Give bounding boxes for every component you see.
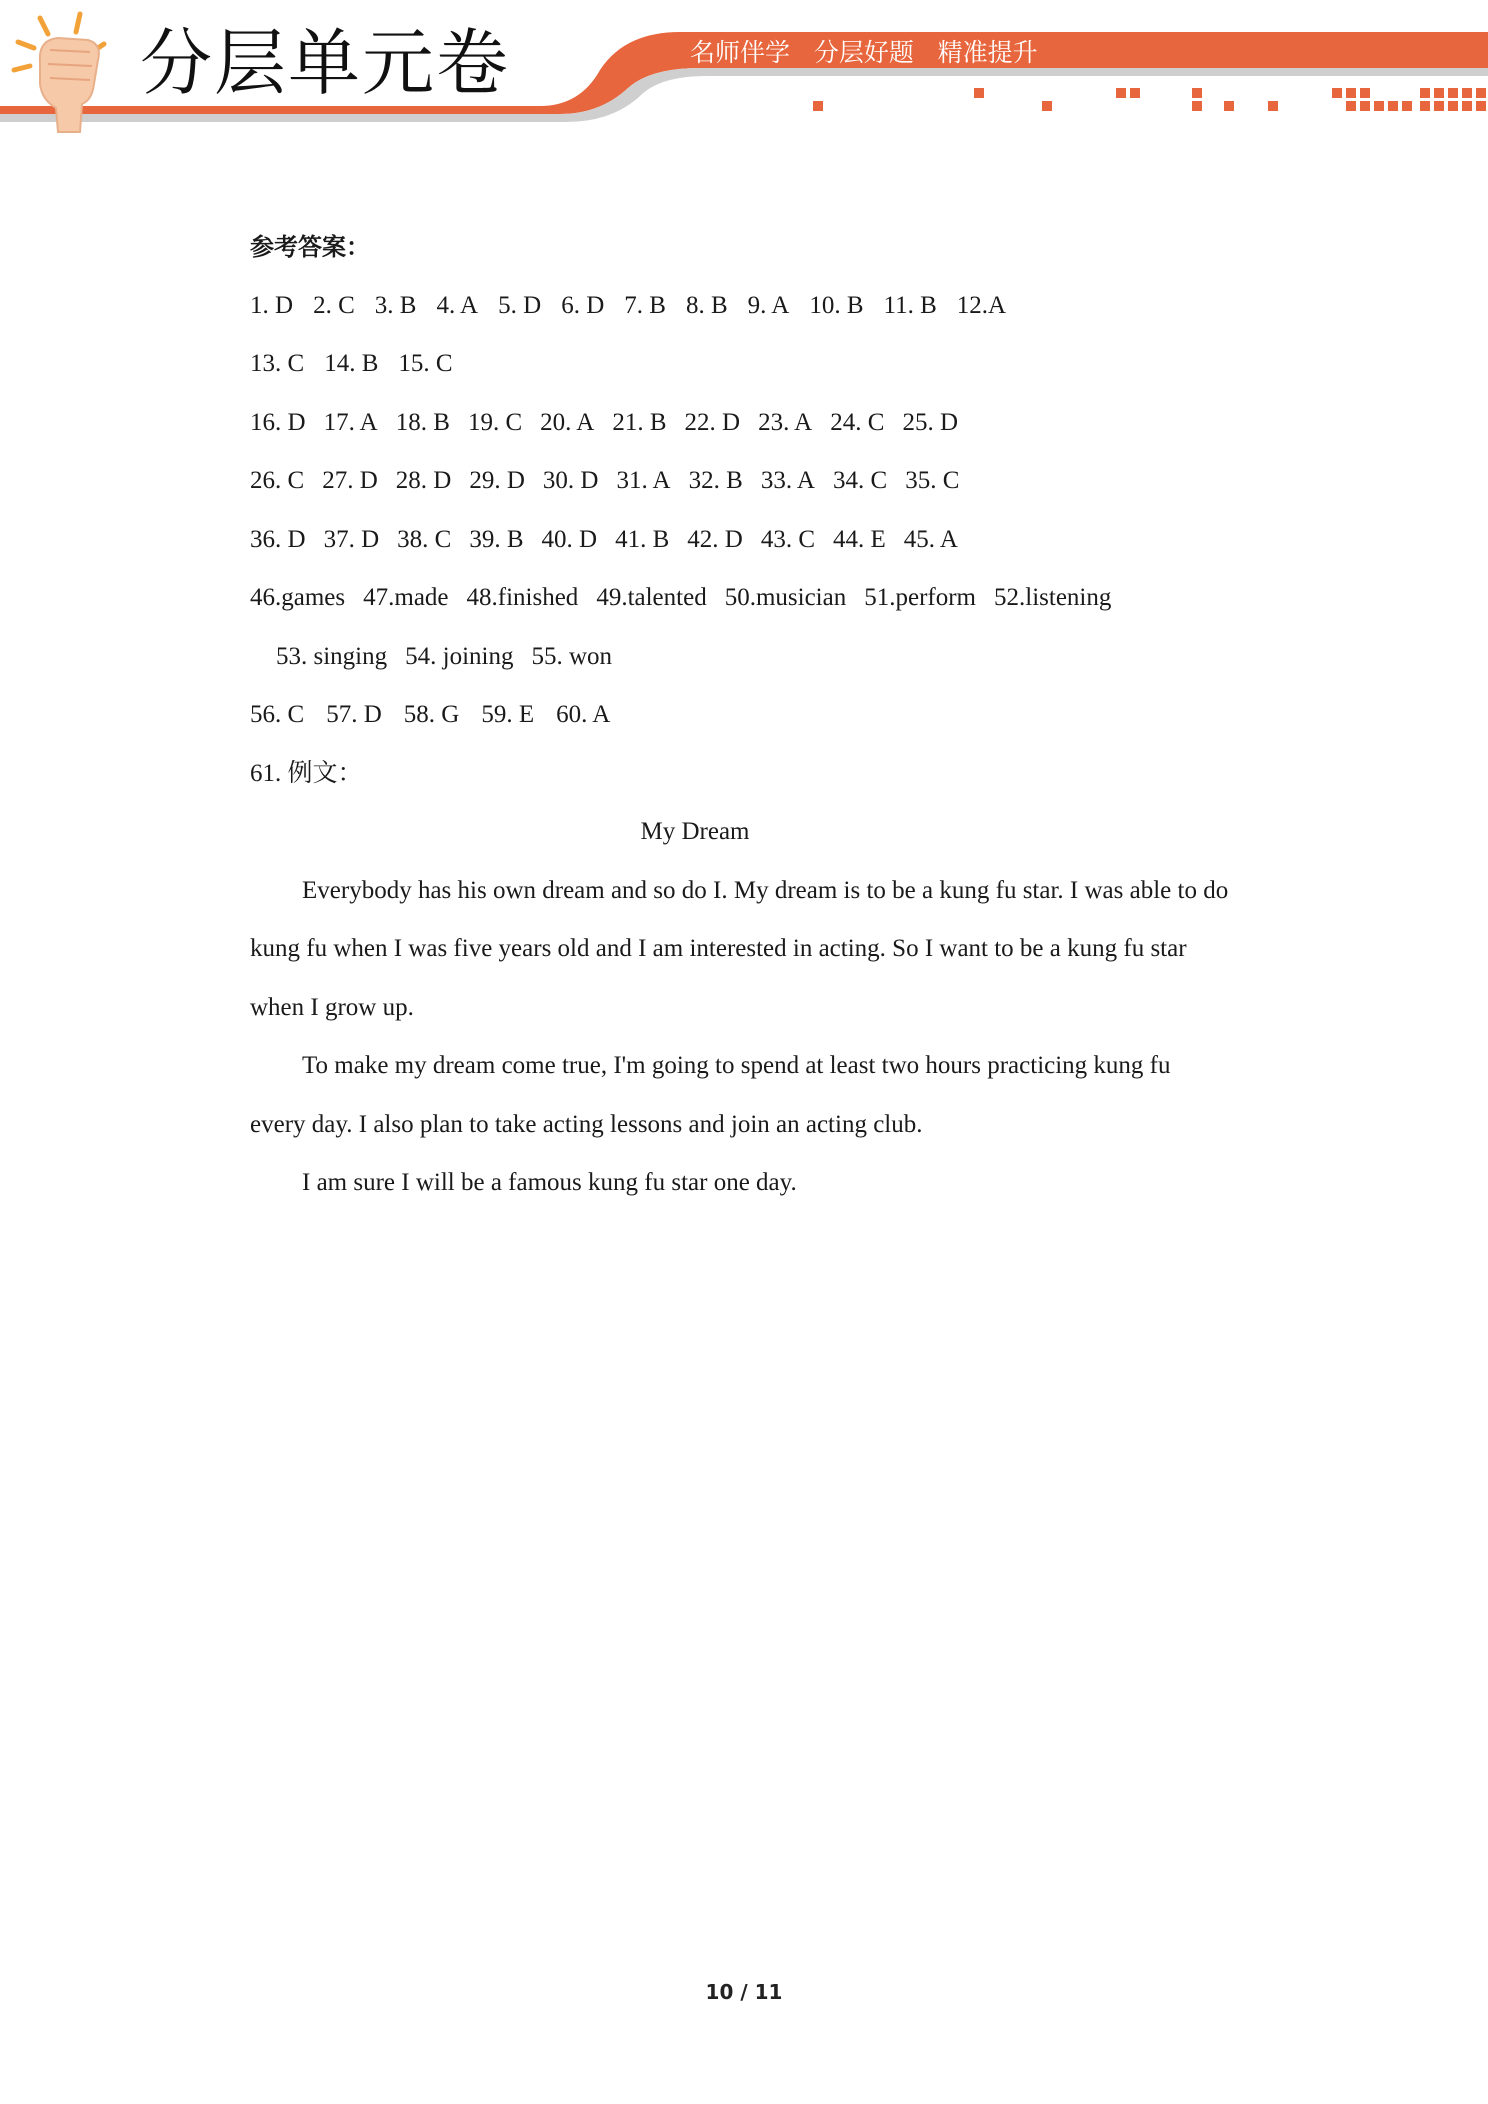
answer-item: 37. D — [323, 525, 380, 553]
answer-item: 1. D — [250, 291, 294, 319]
answer-item: 36. D — [250, 525, 306, 553]
page-header — [0, 0, 1488, 140]
answer-item: 46.games — [250, 584, 346, 611]
answer-row — [250, 569, 1250, 628]
answer-item: 25. D — [902, 408, 958, 436]
answer-item: 44. E — [833, 525, 886, 553]
answer-item: 43. C — [760, 525, 815, 553]
header-slogan: 名师伴学 分层好题 精准提升 — [690, 38, 1038, 67]
answer-item: 20. A — [540, 408, 595, 436]
answer-item: 23. A — [758, 408, 813, 436]
answer-item: 6. D — [561, 291, 605, 319]
essay-paragraph: Everybody has his own dream and so do I. My dream is to be a kung fu star. I was able to do kung fu when I was five years old and I am interested in acting. So I want to be a kung fu star when I grow up. — [250, 876, 1229, 1021]
q61-label: 61. 例文： — [250, 759, 363, 787]
answer-item: 41. B — [615, 525, 670, 553]
answer-item: 50.musician — [724, 584, 847, 611]
brand-title: 分层单元卷 — [140, 21, 511, 105]
answer-item: 19. C — [467, 408, 523, 436]
answer-item: 26. C — [250, 467, 305, 494]
answer-item: 2. C — [313, 291, 355, 319]
answer-item: 13. C — [250, 350, 305, 377]
answer-item: 52.listening — [994, 584, 1112, 611]
answer-row — [250, 628, 1250, 687]
answer-item: 30. D — [542, 467, 599, 494]
answer-item: 24. C — [830, 408, 885, 436]
answer-item: 45. A — [903, 525, 958, 553]
answer-item: 59. E — [481, 701, 535, 728]
answer-row — [250, 686, 1250, 745]
answer-item: 15. C — [398, 350, 453, 377]
answer-item: 47.made — [363, 584, 449, 611]
essay-paragraph: I am sure I will be a famous kung fu star one day. — [302, 1169, 797, 1196]
answer-item: 51.perform — [864, 584, 976, 611]
answer-item: 7. B — [624, 291, 666, 319]
answer-item: 49.talented — [596, 584, 707, 611]
answer-key-heading: 参考答案： — [250, 232, 370, 261]
answer-row — [250, 511, 1250, 570]
answer-item: 16. D — [250, 408, 306, 436]
answer-item: 42. D — [687, 525, 743, 553]
answer-item: 40. D — [541, 525, 598, 553]
answer-item: 39. B — [469, 525, 524, 553]
answer-item: 53. singing — [276, 642, 388, 670]
answer-item: 3. B — [374, 291, 417, 319]
answer-item: 57. D — [326, 701, 382, 728]
answer-item: 56. C — [250, 701, 305, 728]
answer-item: 58. G — [403, 701, 460, 728]
essay-title: My Dream — [640, 818, 750, 845]
answer-item: 31. A — [616, 467, 671, 494]
answer-item: 60. A — [556, 701, 611, 728]
answer-item: 34. C — [833, 467, 888, 494]
answer-item: 12.A — [956, 291, 1007, 319]
answer-item: 48.finished — [466, 584, 579, 611]
answer-item: 14. B — [324, 350, 379, 377]
answer-item: 10. B — [809, 291, 864, 319]
answer-item: 5. D — [498, 291, 542, 319]
answer-item: 8. B — [685, 291, 728, 319]
answer-row — [250, 277, 1250, 336]
answer-item: 9. A — [747, 291, 790, 319]
answer-item: 29. D — [469, 467, 525, 494]
answer-item: 55. won — [531, 642, 613, 670]
answer-item: 27. D — [322, 467, 378, 494]
answer-row — [250, 452, 1250, 511]
answer-row — [250, 335, 1250, 394]
answer-row — [250, 394, 1250, 453]
answer-item: 54. joining — [405, 642, 514, 670]
page-number: 10 / 11 — [705, 1980, 783, 2004]
answer-item: 32. B — [688, 467, 743, 494]
answer-item: 17. A — [323, 408, 378, 436]
answer-item: 11. B — [883, 291, 937, 319]
answer-key-content — [250, 218, 1250, 1213]
essay-paragraph: To make my dream come true, I'm going to spend at least two hours practicing kung fu every day. I also plan to take acting lessons and join an acting club. — [250, 1052, 1171, 1138]
answer-item: 21. B — [612, 408, 667, 436]
answer-item: 18. B — [395, 408, 450, 436]
answer-item: 22. D — [684, 408, 741, 436]
answer-item: 4. A — [436, 291, 479, 319]
answer-item: 28. D — [395, 467, 452, 494]
answer-item: 33. A — [760, 467, 815, 494]
answer-item: 38. C — [397, 525, 452, 553]
answer-item: 35. C — [905, 467, 960, 494]
